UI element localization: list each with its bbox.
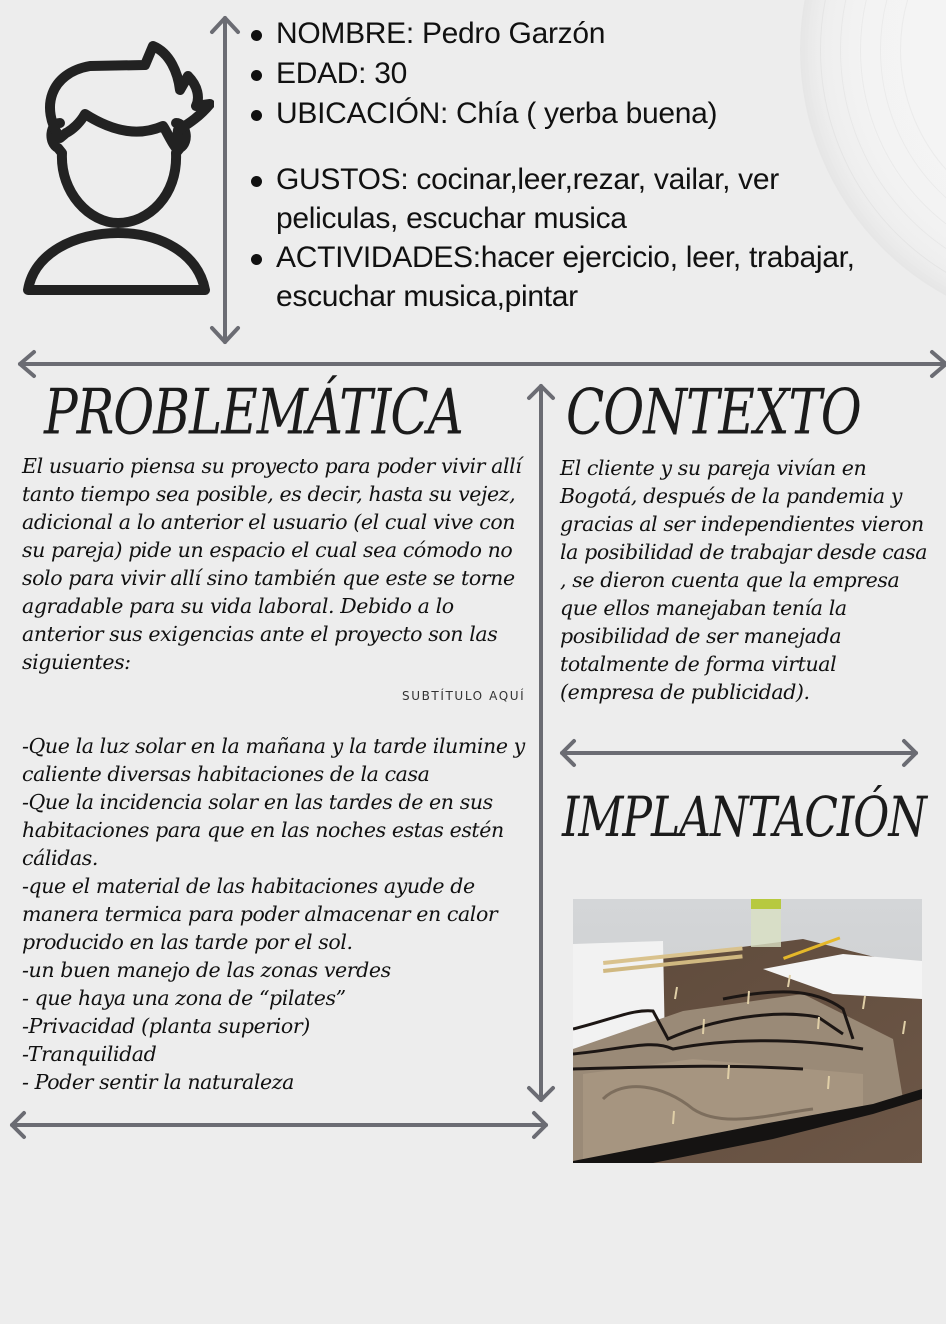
requirement-item: -un buen manejo de las zonas verdes [22,958,391,982]
requirement-item: -Tranquilidad [22,1042,157,1066]
requirement-item: -Privacidad (planta superior) [22,1014,310,1038]
model-photo-illustration [573,899,922,1163]
profile-name: NOMBRE: Pedro Garzón [248,14,928,54]
requirement-item: -que el material de las habitaciones ayude de manera termica para poder almacenar en calor producido en las tarde por el sol. [22,874,498,954]
implantacion-heading: IMPLANTACIÓN [562,786,926,850]
profile-info-list [248,14,928,316]
contexto-body [560,454,935,706]
user-avatar-icon [20,18,214,303]
problematica-intro [22,452,527,676]
subtitle-placeholder: SUBTÍTULO AQUÍ [402,689,526,703]
requirement-item: - Poder sentir la naturaleza [22,1070,294,1094]
requirement-item: -Que la luz solar en la mañana y la tarde ilumine y caliente diversas habitaciones de la casa [22,734,525,786]
profile-activities: ACTIVIDADES:hacer ejercicio, leer, trabajar, escuchar musica,pintar [248,238,936,316]
contexto-heading: CONTEXTO [566,376,861,449]
horizontal-divider-arrow-bottom [8,1111,550,1139]
implantacion-photo [573,899,922,1163]
horizontal-divider-arrow-right [558,739,920,767]
profile-likes: GUSTOS: cocinar,leer,rezar, vailar, ver peliculas, escuchar musica [248,160,836,238]
profile-location: UBICACIÓN: Chía ( yerba buena) [248,94,928,134]
contexto-body-text: El cliente y su pareja vivían en Bogotá, después de la pandemia y gracias al ser independientes vieron la posibilidad de trabajar desde casa , se dieron cuenta que la empresa que ellos manejaban tenía la posibilidad de ser manejada totalmente de forma virtual (empresa de publicidad). [560,456,928,704]
problematica-intro-text: El usuario piensa su proyecto para poder vivir allí tanto tiempo sea posible, es decir, hasta su vejez, adicional a lo anterior el usuario (el cual vive con su pareja) pide un espacio el cual sea cómodo no solo para vivir allí sino también que este se torne agradable para su vida laboral. Debido a lo anterior sus exigencias ante el proyecto son las siguientes: [22,454,522,674]
profile-age: EDAD: 30 [248,54,928,94]
requirement-item: -Que la incidencia solar en las tardes de en sus habitaciones para que en las noches estas estén cálidas. [22,790,504,870]
problematica-heading: PROBLEMÁTICA [44,376,463,449]
requirements-list [22,732,537,1096]
horizontal-divider-arrow-top [16,350,946,378]
vertical-divider-arrow-top [208,14,242,346]
vertical-divider-arrow-middle [524,382,558,1104]
requirement-item: - que haya una zona de “pilates” [22,986,346,1010]
